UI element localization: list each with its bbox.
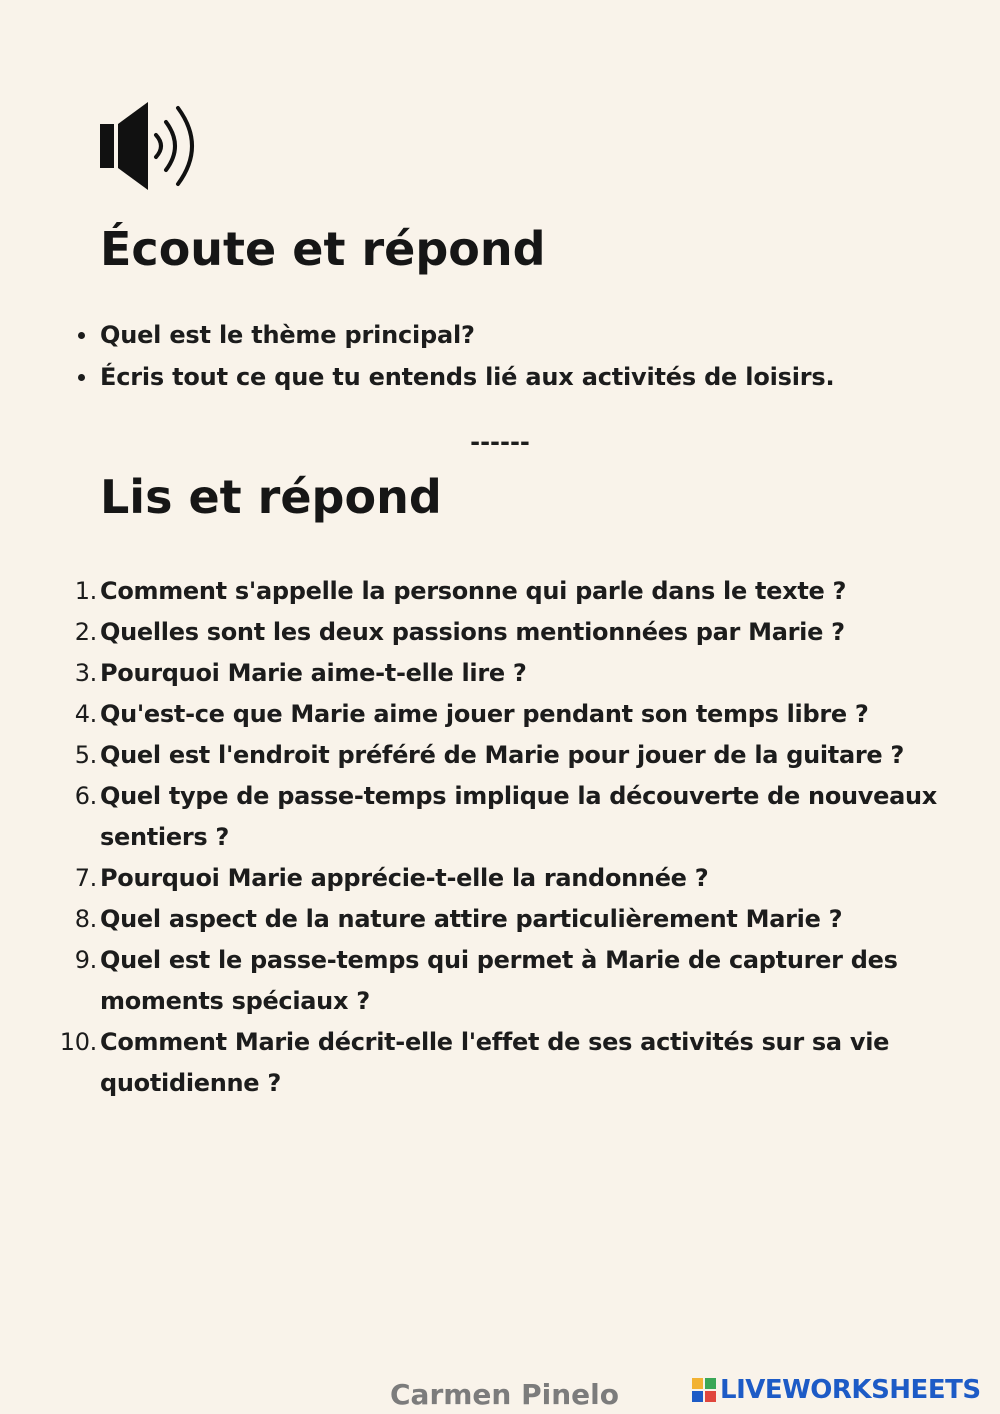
question-text: Quel aspect de la nature attire particulièrement Marie ? [100,905,843,933]
question-number: 7. [74,864,97,892]
question-text: Quelles sont les deux passions mentionnées par Marie ? [100,618,845,646]
read-section-title: Lis et répond [100,470,442,524]
list-item: Quel est le thème principal? [100,314,980,356]
list-item: Écris tout ce que tu entends lié aux activités de loisirs. [100,356,980,398]
question-number: 9. [74,946,97,974]
question-text: Qu'est-ce que Marie aime jouer pendant son temps libre ? [100,700,869,728]
list-item [74,858,960,899]
speaker-icon[interactable] [96,98,208,192]
question-text: Comment Marie décrit-elle l'effet de ses activités sur sa vie quotidienne ? [100,1028,890,1097]
liveworksheets-logo-icon [692,1378,716,1402]
question-text: Quel est le passe-temps qui permet à Marie de capturer des moments spéciaux ? [100,946,898,1015]
list-item [59,1022,960,1104]
question-number: 6. [74,782,97,810]
list-item [74,735,960,776]
author-name: Carmen Pinelo [390,1378,619,1411]
liveworksheets-logo[interactable] [692,1374,981,1406]
list-item [74,940,960,1022]
question-text: Pourquoi Marie aime-t-elle lire ? [100,659,527,687]
list-item [74,694,960,735]
list-item [74,776,960,858]
list-item [74,899,960,940]
section-divider: ------ [470,428,530,456]
question-text: Quel type de passe-temps implique la découverte de nouveaux sentiers ? [100,782,937,851]
list-item [74,612,960,653]
question-number: 10. [59,1028,97,1056]
brand-name: LIVEWORKSHEETS [720,1375,981,1405]
question-number: 4. [74,700,97,728]
listen-questions-list [100,314,980,398]
question-text: Pourquoi Marie apprécie-t-elle la randonnée ? [100,864,709,892]
question-text: Quel est l'endroit préféré de Marie pour jouer de la guitare ? [100,741,905,769]
read-questions-list [59,571,960,1104]
list-item [74,653,960,694]
list-item [74,571,960,612]
question-text: Comment s'appelle la personne qui parle dans le texte ? [100,577,847,605]
question-number: 8. [74,905,97,933]
question-number: 5. [74,741,97,769]
question-number: 3. [74,659,97,687]
question-number: 2. [74,618,97,646]
question-number: 1. [74,577,97,605]
listen-section-title: Écoute et répond [100,222,546,276]
